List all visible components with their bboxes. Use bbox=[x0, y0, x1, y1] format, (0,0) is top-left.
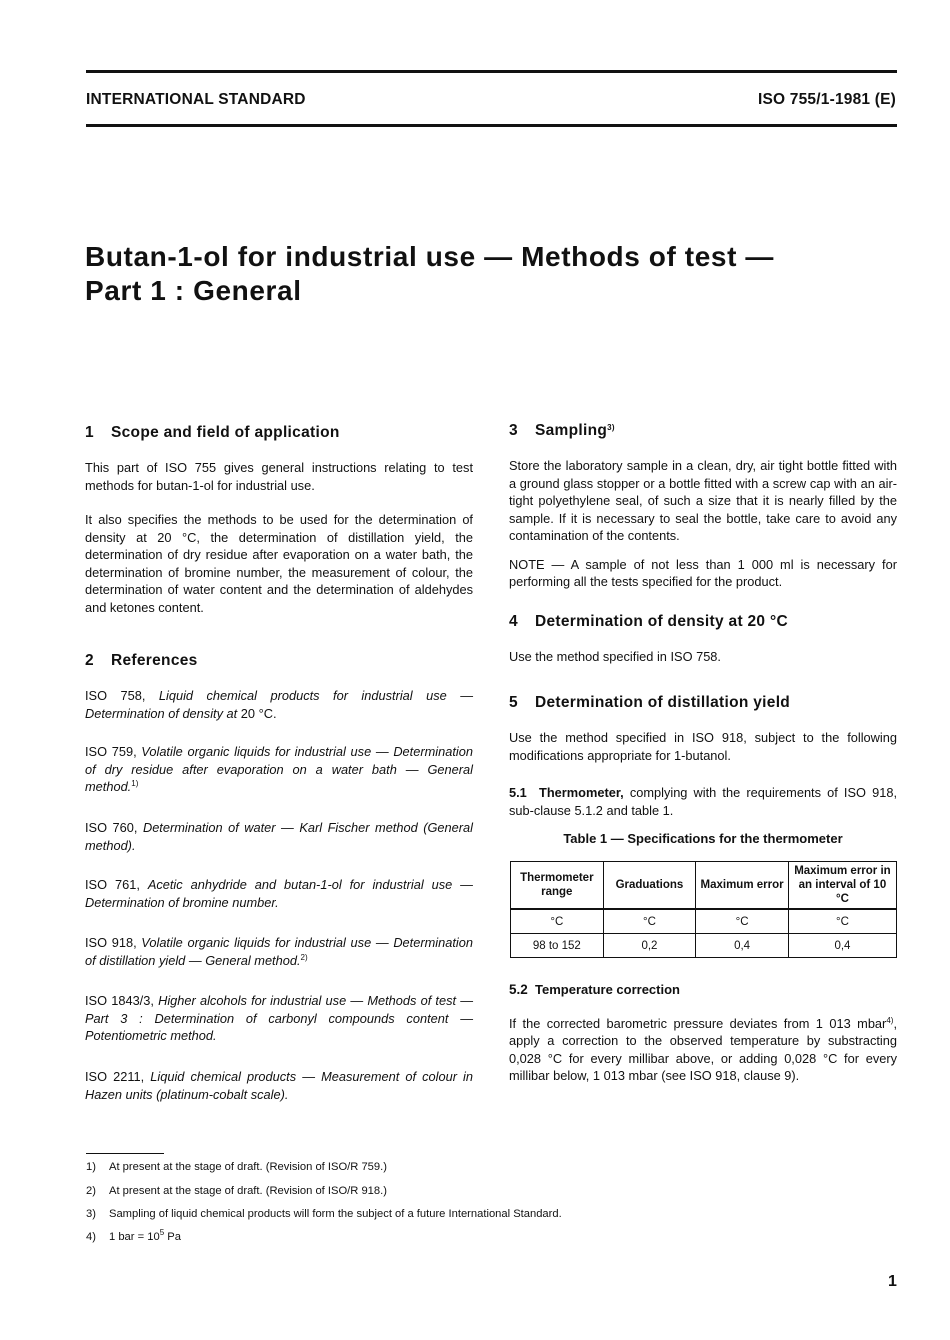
table-cell: °C bbox=[788, 909, 896, 934]
reference-iso-760: ISO 760, Determination of water — Karl Fischer method (General method). bbox=[85, 820, 473, 853]
title-line-2: Part 1 : General bbox=[85, 275, 302, 306]
section-1-heading: 1 Scope and field of application bbox=[85, 424, 340, 441]
subclause-5-2 bbox=[509, 981, 897, 1085]
reference-iso-758: ISO 758, Liquid chemical products for industrial use — Determination of density at 20 °C. bbox=[85, 688, 473, 721]
left-column bbox=[85, 424, 473, 616]
section-2-heading: 2 References bbox=[85, 652, 198, 669]
section-5-heading: 5 Determination of distillation yield bbox=[509, 694, 791, 711]
section-1-paragraph-1: This part of ISO 755 gives general instructions relating to test methods for butan-1-ol for industrial use. bbox=[85, 460, 473, 493]
table-1-caption: Table 1 — Specifications for the thermometer bbox=[563, 831, 843, 846]
table-row bbox=[511, 934, 897, 958]
footnote-rule bbox=[86, 1153, 164, 1154]
subclause-5-2-paragraph: If the corrected barometric pressure deviates from 1 013 mbar$^{4)}$, apply a correction to the observed temperature by substracting 0,028 °C for every millibar above, or adding 0,028 °C for every millibar below, 1 013 mbar (see ISO 918, clause 9). bbox=[509, 1015, 897, 1083]
table-cell: °C bbox=[603, 909, 696, 934]
section-4 bbox=[509, 613, 897, 666]
subclause-5-1: 5.1 Thermometer, complying with the requirements of ISO 918, sub-clause 5.1.2 and table 1. bbox=[509, 785, 897, 818]
thermometer-spec-table bbox=[510, 861, 897, 958]
subclause-5-2-heading: 5.2 Temperature correction bbox=[509, 982, 680, 997]
table-header-row bbox=[511, 862, 897, 910]
reference-iso-918: ISO 918, Volatile organic liquids for industrial use — Determination of distillation yield — General method.$^{2)}$ bbox=[85, 935, 473, 968]
page-number: 1 bbox=[888, 1273, 897, 1290]
section-4-paragraph: Use the method specified in ISO 758. bbox=[509, 649, 721, 664]
table-cell: 0,2 bbox=[603, 934, 696, 958]
header-standard-label: INTERNATIONAL STANDARD bbox=[86, 91, 306, 108]
table-header-cell: Graduations bbox=[603, 862, 696, 910]
table-row bbox=[511, 909, 897, 934]
table-cell: 0,4 bbox=[696, 934, 789, 958]
footnote-3: 3) Sampling of liquid chemical products will form the subject of a future International Standard. bbox=[86, 1208, 562, 1220]
title-line-1: Butan-1-ol for industrial use — Methods of test — bbox=[85, 241, 774, 272]
footnote-2: 2) At present at the stage of draft. (Revision of ISO/R 918.) bbox=[86, 1185, 387, 1197]
table-cell: 0,4 bbox=[788, 934, 896, 958]
table-header-cell: Thermometer range bbox=[511, 862, 604, 910]
section-3-heading: 3 Sampling$^{3)}$ bbox=[509, 422, 615, 439]
header-document-number: ISO 755/1-1981 (E) bbox=[757, 91, 896, 108]
right-column bbox=[509, 422, 897, 591]
header-top-rule bbox=[86, 70, 897, 73]
section-5 bbox=[509, 694, 897, 846]
header-bottom-rule bbox=[86, 124, 897, 127]
section-5-paragraph: Use the method specified in ISO 918, subject to the following modifications appropriate for 1-butanol. bbox=[509, 730, 897, 763]
reference-iso-1843-3: ISO 1843/3, Higher alcohols for industrial use — Methods of test — Part 3 : Determination of carbonyl compounds content — Potentiometric method. bbox=[85, 993, 474, 1043]
table-cell: °C bbox=[511, 909, 604, 934]
footnote-1: 1) At present at the stage of draft. (Revision of ISO/R 759.) bbox=[86, 1161, 387, 1173]
footnote-4: 4) 1 bar = $10^5$ Pa bbox=[86, 1228, 181, 1243]
table-cell: 98 to 152 bbox=[511, 934, 604, 958]
section-3-paragraph: Store the laboratory sample in a clean, dry, air tight bottle fitted with a ground glass stopper or a bottle fitted with a screw cap with an air-tight polyethylene seal, of such a size that it is nearly filled by the sample. If it is necessary to seal the bottle, take care to avoid any contamination of the contents. bbox=[509, 458, 897, 543]
document-title bbox=[85, 240, 774, 308]
reference-iso-2211: ISO 2211, Liquid chemical products — Measurement of colour in Hazen units (platinum-cobalt scale). bbox=[85, 1069, 473, 1102]
table-header-cell: Maximum error bbox=[696, 862, 789, 910]
table-cell: °C bbox=[696, 909, 789, 934]
references-column bbox=[85, 652, 474, 1102]
reference-iso-761: ISO 761, Acetic anhydride and butan-1-ol for industrial use — Determination of bromine number. bbox=[85, 877, 473, 910]
section-4-heading: 4 Determination of density at 20 °C bbox=[509, 613, 788, 630]
table-header-cell: Maximum error in an interval of 10 °C bbox=[788, 862, 896, 910]
reference-iso-759: ISO 759, Volatile organic liquids for industrial use — Determination of dry residue after evaporation on a water bath — General method.$^{1)}$ bbox=[85, 744, 473, 794]
section-3-note: NOTE — A sample of not less than 1 000 ml is necessary for performing all the tests specified for the product. bbox=[509, 556, 897, 589]
section-1-paragraph-2: It also specifies the methods to be used for the determination of density at 20 °C, the determination of distillation yield, the determination of dry residue after evaporation on a water bath, the determination of bromine number, the measurement of colour, the determination of water content and the determination of aldehydes and ketones content. bbox=[85, 512, 473, 615]
